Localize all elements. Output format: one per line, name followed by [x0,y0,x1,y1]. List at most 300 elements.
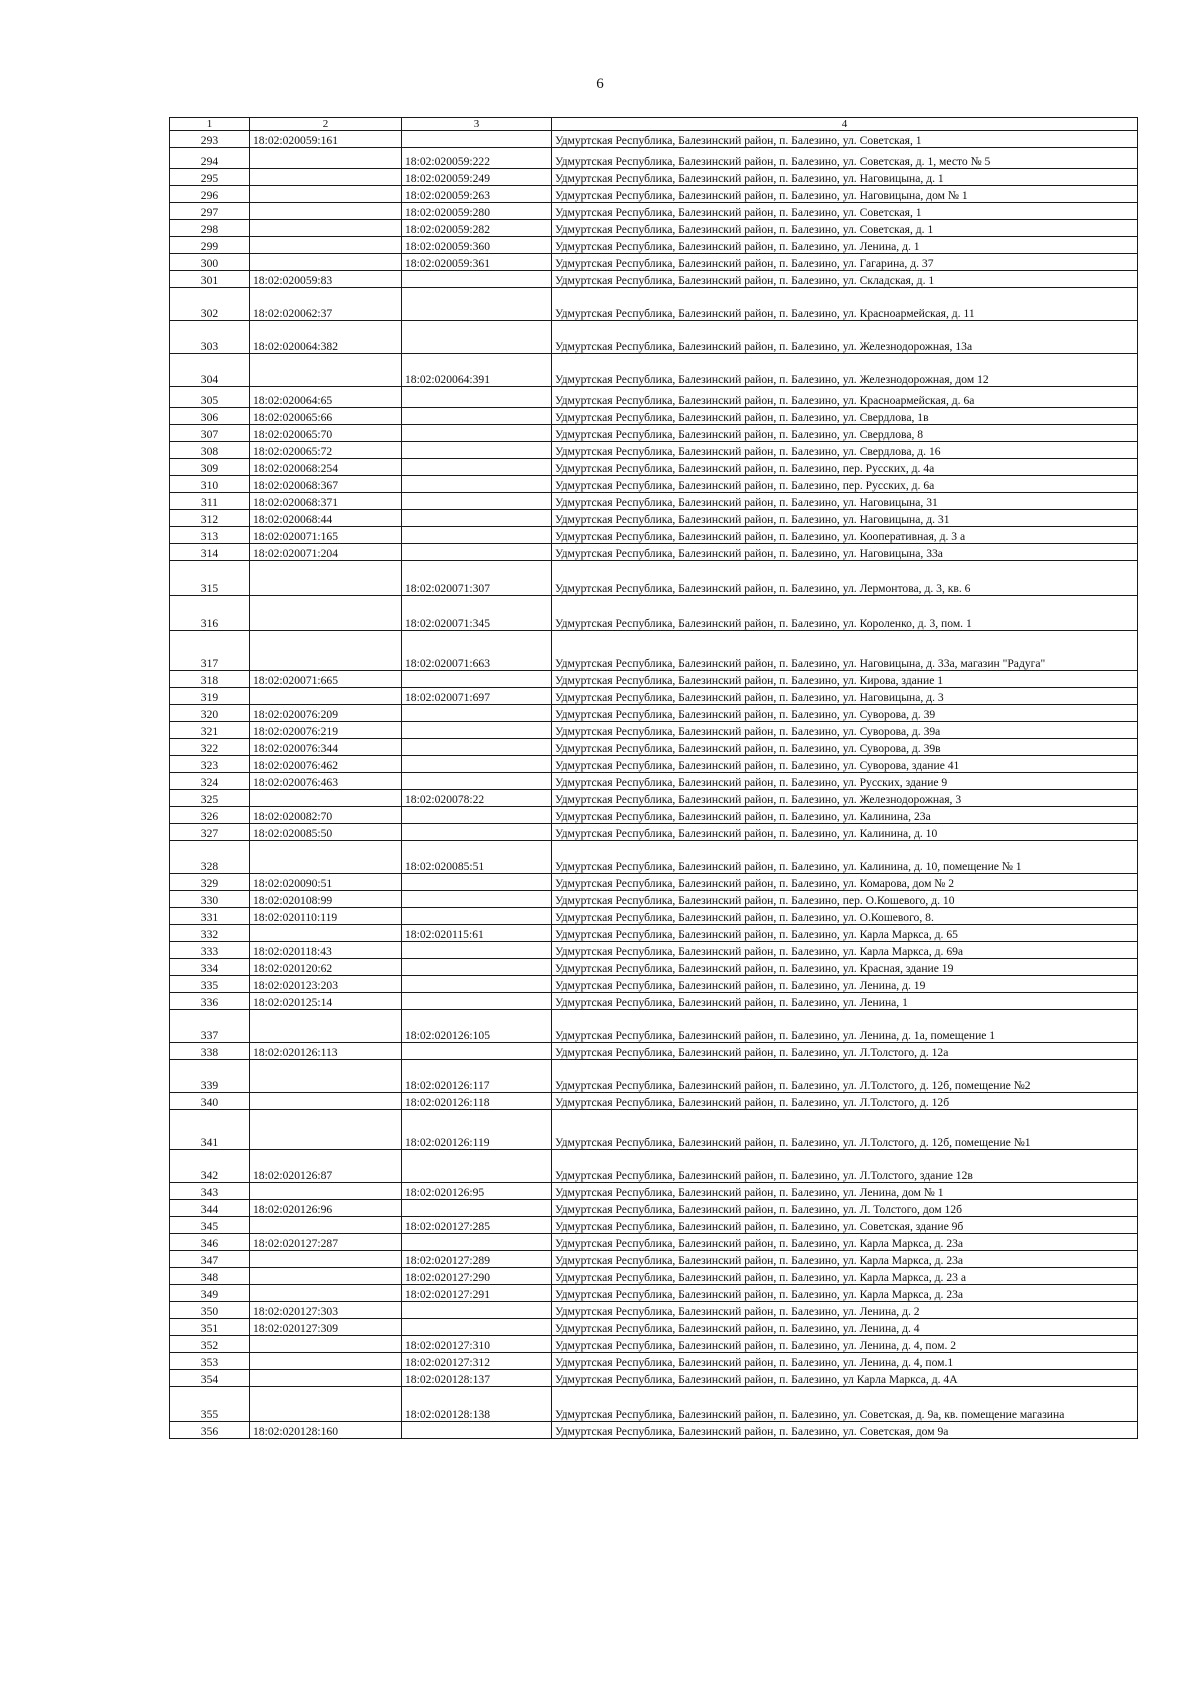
row-number: 310 [170,476,250,493]
address-cell: Удмуртская Республика, Балезинский район, п. Балезино, ул. Суворова, д. 39 [552,705,1138,722]
cadastral-number-land: 18:02:020128:160 [250,1422,402,1439]
cadastral-number-land: 18:02:020076:344 [250,739,402,756]
cadastral-number-object: 18:02:020059:280 [402,203,552,220]
row-number: 326 [170,807,250,824]
cadastral-number-object [402,1319,552,1336]
cadastral-number-object [402,476,552,493]
row-number: 315 [170,561,250,596]
address-cell: Удмуртская Республика, Балезинский район, п. Балезино, ул. Советская, д. 1, место № 5 [552,148,1138,169]
cadastral-number-land: 18:02:020065:70 [250,425,402,442]
cadastral-number-land [250,1251,402,1268]
table-row [170,186,1138,203]
cadastral-number-land [250,596,402,631]
cadastral-number-object [402,510,552,527]
table-row [170,1183,1138,1200]
table-row [170,908,1138,925]
address-cell: Удмуртская Республика, Балезинский район, п. Балезино, ул. Железнодорожная, 3 [552,790,1138,807]
row-number: 307 [170,425,250,442]
cadastral-number-object [402,807,552,824]
table-row [170,1387,1138,1422]
table-row [170,1285,1138,1302]
row-number: 299 [170,237,250,254]
table-row [170,942,1138,959]
address-cell: Удмуртская Республика, Балезинский район, п. Балезино, ул. Советская, 1 [552,131,1138,148]
row-number: 335 [170,976,250,993]
table-row [170,631,1138,671]
address-cell: Удмуртская Республика, Балезинский район, п. Балезино, ул. Наговицына, д. 33а, магазин "Радуга" [552,631,1138,671]
row-number: 325 [170,790,250,807]
cadastral-number-land: 18:02:020064:65 [250,387,402,408]
table-row [170,976,1138,993]
address-cell: Удмуртская Республика, Балезинский район, п. Балезино, ул. Наговицына, д. 3 [552,688,1138,705]
address-cell: Удмуртская Республика, Балезинский район, п. Балезино, ул. Л.Толстого, д. 12б [552,1093,1138,1110]
row-number: 321 [170,722,250,739]
address-cell: Удмуртская Республика, Балезинский район, п. Балезино, ул. Советская, д. 9а, кв. помещение магазина [552,1387,1138,1422]
cadastral-number-land: 18:02:020085:50 [250,824,402,841]
address-cell: Удмуртская Республика, Балезинский район, п. Балезино, ул. Ленина, 1 [552,993,1138,1010]
address-cell: Удмуртская Республика, Балезинский район, п. Балезино, ул. Карла Маркса, д. 65 [552,925,1138,942]
cadastral-number-land [250,688,402,705]
row-number: 295 [170,169,250,186]
cadastral-number-land [250,1093,402,1110]
cadastral-number-land [250,1217,402,1234]
cadastral-number-land [250,148,402,169]
cadastral-number-object [402,739,552,756]
cadastral-number-object [402,493,552,510]
column-header-3: 3 [402,118,552,131]
table-row [170,1060,1138,1093]
row-number: 306 [170,408,250,425]
address-cell: Удмуртская Республика, Балезинский район, п. Балезино, ул. Ленина, д. 1 [552,237,1138,254]
cadastral-number-object [402,891,552,908]
table-row [170,169,1138,186]
row-number: 338 [170,1043,250,1060]
row-number: 312 [170,510,250,527]
cadastral-number-object [402,544,552,561]
address-cell: Удмуртская Республика, Балезинский район, п. Балезино, ул. Наговицына, д. 31 [552,510,1138,527]
cadastral-number-land: 18:02:020076:219 [250,722,402,739]
cadastral-number-object [402,425,552,442]
row-number: 336 [170,993,250,1010]
address-cell: Удмуртская Республика, Балезинский район, п. Балезино, ул. Советская, дом 9а [552,1422,1138,1439]
row-number: 324 [170,773,250,790]
address-cell: Удмуртская Республика, Балезинский район, п. Балезино, ул. Ленина, д. 4, пом. 2 [552,1336,1138,1353]
row-number: 297 [170,203,250,220]
cadastral-number-object [402,459,552,476]
row-number: 355 [170,1387,250,1422]
cadastral-number-object [402,756,552,773]
row-number: 333 [170,942,250,959]
row-number: 330 [170,891,250,908]
row-number: 313 [170,527,250,544]
row-number: 293 [170,131,250,148]
cadastral-number-land: 18:02:020068:254 [250,459,402,476]
cadastral-number-object: 18:02:020126:95 [402,1183,552,1200]
table-row [170,271,1138,288]
row-number: 303 [170,321,250,354]
table-row [170,807,1138,824]
cadastral-number-land [250,220,402,237]
cadastral-number-object: 18:02:020064:391 [402,354,552,387]
row-number: 343 [170,1183,250,1200]
address-cell: Удмуртская Республика, Балезинский район, п. Балезино, ул. Карла Маркса, д. 23а [552,1234,1138,1251]
cadastral-number-object [402,959,552,976]
cadastral-number-object [402,908,552,925]
address-cell: Удмуртская Республика, Балезинский район, п. Балезино, ул. Ленина, д. 4 [552,1319,1138,1336]
cadastral-number-land [250,1387,402,1422]
table-row [170,442,1138,459]
table-row [170,790,1138,807]
table-row [170,408,1138,425]
column-header-2: 2 [250,118,402,131]
page-number: 6 [596,76,604,92]
cadastral-number-object [402,1043,552,1060]
address-cell: Удмуртская Республика, Балезинский район, п. Балезино, ул. Советская, 1 [552,203,1138,220]
cadastral-number-object [402,942,552,959]
address-cell: Удмуртская Республика, Балезинский район, п. Балезино, ул. Карла Маркса, д. 23 а [552,1268,1138,1285]
table-row [170,1043,1138,1060]
cadastral-number-object: 18:02:020127:312 [402,1353,552,1370]
table-row [170,321,1138,354]
cadastral-number-land [250,203,402,220]
cadastral-number-object: 18:02:020059:222 [402,148,552,169]
row-number: 319 [170,688,250,705]
cadastral-number-land [250,1370,402,1387]
address-cell: Удмуртская Республика, Балезинский район, п. Балезино, ул. Карла Маркса, д. 69а [552,942,1138,959]
cadastral-number-land: 18:02:020071:204 [250,544,402,561]
address-cell: Удмуртская Республика, Балезинский район, п. Балезино, ул. Наговицына, 33а [552,544,1138,561]
cadastral-number-land: 18:02:020068:371 [250,493,402,510]
row-number: 318 [170,671,250,688]
table-row [170,671,1138,688]
cadastral-number-object: 18:02:020126:118 [402,1093,552,1110]
column-header-4: 4 [552,118,1138,131]
cadastral-number-object [402,408,552,425]
row-number: 311 [170,493,250,510]
address-cell: Удмуртская Республика, Балезинский район, п. Балезино, ул. Суворова, д. 39в [552,739,1138,756]
cadastral-number-land: 18:02:020076:209 [250,705,402,722]
row-number: 298 [170,220,250,237]
cadastral-number-object: 18:02:020085:51 [402,841,552,874]
address-cell: Удмуртская Республика, Балезинский район, п. Балезино, ул. Свердлова, 8 [552,425,1138,442]
row-number: 351 [170,1319,250,1336]
table-row [170,1319,1138,1336]
cadastral-number-object [402,387,552,408]
cadastral-number-object [402,1234,552,1251]
table-row [170,459,1138,476]
cadastral-number-land [250,631,402,671]
cadastral-number-object: 18:02:020059:361 [402,254,552,271]
row-number: 342 [170,1150,250,1183]
cadastral-number-land [250,1268,402,1285]
address-cell: Удмуртская Республика, Балезинский район, п. Балезино, ул. Русских, здание 9 [552,773,1138,790]
row-number: 350 [170,1302,250,1319]
table-row [170,237,1138,254]
address-cell: Удмуртская Республика, Балезинский район, п. Балезино, ул. Наговицына, дом № 1 [552,186,1138,203]
cadastral-number-land: 18:02:020126:87 [250,1150,402,1183]
cadastral-number-land: 18:02:020123:203 [250,976,402,993]
cadastral-number-object: 18:02:020078:22 [402,790,552,807]
cadastral-number-object [402,671,552,688]
cadastral-number-object [402,527,552,544]
address-cell: Удмуртская Республика, Балезинский район, п. Балезино, ул. Ленина, д. 1а, помещение 1 [552,1010,1138,1043]
cadastral-number-object: 18:02:020127:290 [402,1268,552,1285]
table-row [170,425,1138,442]
table-row [170,1093,1138,1110]
row-number: 301 [170,271,250,288]
address-cell: Удмуртская Республика, Балезинский район, п. Балезино, пер. О.Кошевого, д. 10 [552,891,1138,908]
cadastral-number-object: 18:02:020128:138 [402,1387,552,1422]
cadastral-number-object: 18:02:020059:360 [402,237,552,254]
table-row [170,544,1138,561]
address-cell: Удмуртская Республика, Балезинский район, п. Балезино, ул. Ленина, дом № 1 [552,1183,1138,1200]
cadastral-number-object [402,824,552,841]
table-row [170,220,1138,237]
column-header-1: 1 [170,118,250,131]
cadastral-number-land: 18:02:020120:62 [250,959,402,976]
table-header-row [170,118,1138,131]
cadastral-number-land: 18:02:020108:99 [250,891,402,908]
cadastral-number-land: 18:02:020126:113 [250,1043,402,1060]
table-row [170,925,1138,942]
address-cell: Удмуртская Республика, Балезинский район, п. Балезино, ул. Калинина, 23а [552,807,1138,824]
table-row [170,354,1138,387]
address-cell: Удмуртская Республика, Балезинский район, п. Балезино, пер. Русских, д. 4а [552,459,1138,476]
cadastral-number-land: 18:02:020127:309 [250,1319,402,1336]
address-cell: Удмуртская Республика, Балезинский район, п. Балезино, ул. Гагарина, д. 37 [552,254,1138,271]
table-row [170,148,1138,169]
row-number: 302 [170,288,250,321]
table-row [170,1336,1138,1353]
address-cell: Удмуртская Республика, Балезинский район, п. Балезино, ул. Ленина, д. 2 [552,1302,1138,1319]
address-cell: Удмуртская Республика, Балезинский район, п. Балезино, ул. Наговицына, 31 [552,493,1138,510]
address-cell: Удмуртская Республика, Балезинский район, п. Балезино, ул. Суворова, здание 41 [552,756,1138,773]
row-number: 353 [170,1353,250,1370]
row-number: 352 [170,1336,250,1353]
address-cell: Удмуртская Республика, Балезинский район, п. Балезино, ул. Железнодорожная, 13а [552,321,1138,354]
cadastral-number-object [402,288,552,321]
cadastral-number-land [250,790,402,807]
cadastral-number-land: 18:02:020076:463 [250,773,402,790]
table-row [170,476,1138,493]
cadastral-number-object: 18:02:020127:289 [402,1251,552,1268]
table-row [170,773,1138,790]
cadastral-number-object [402,874,552,891]
cadastral-number-land: 18:02:020059:83 [250,271,402,288]
cadastral-number-land [250,1336,402,1353]
cadastral-number-object [402,1150,552,1183]
row-number: 346 [170,1234,250,1251]
cadastral-number-land: 18:02:020090:51 [250,874,402,891]
cadastral-number-object [402,321,552,354]
cadastral-number-object: 18:02:020071:307 [402,561,552,596]
address-cell: Удмуртская Республика, Балезинский район, п. Балезино, пер. Русских, д. 6а [552,476,1138,493]
table-row [170,739,1138,756]
cadastral-number-object: 18:02:020126:119 [402,1110,552,1150]
cadastral-number-land: 18:02:020071:165 [250,527,402,544]
row-number: 317 [170,631,250,671]
address-cell: Удмуртская Республика, Балезинский район, п. Балезино, ул. Кирова, здание 1 [552,671,1138,688]
cadastral-number-object [402,131,552,148]
cadastral-number-land [250,254,402,271]
row-number: 341 [170,1110,250,1150]
row-number: 314 [170,544,250,561]
table-row [170,1217,1138,1234]
row-number: 349 [170,1285,250,1302]
cadastral-number-object: 18:02:020059:249 [402,169,552,186]
row-number: 354 [170,1370,250,1387]
table-row [170,874,1138,891]
cadastral-number-land: 18:02:020065:66 [250,408,402,425]
cadastral-number-object [402,976,552,993]
cadastral-number-object [402,722,552,739]
table-row [170,1370,1138,1387]
cadastral-number-object: 18:02:020127:285 [402,1217,552,1234]
cadastral-number-object [402,271,552,288]
table-row [170,959,1138,976]
cadastral-number-land: 18:02:020065:72 [250,442,402,459]
row-number: 296 [170,186,250,203]
address-cell: Удмуртская Республика, Балезинский район, п. Балезино, ул. О.Кошевого, 8. [552,908,1138,925]
table-row [170,288,1138,321]
address-cell: Удмуртская Республика, Балезинский район, п. Балезино, ул. Свердлова, 1в [552,408,1138,425]
cadastral-number-object: 18:02:020059:282 [402,220,552,237]
cadastral-number-object: 18:02:020071:663 [402,631,552,671]
address-cell: Удмуртская Республика, Балезинский район, п. Балезино, ул. Л.Толстого, д. 12б, помещение №1 [552,1110,1138,1150]
cadastral-number-land [250,237,402,254]
address-cell: Удмуртская Республика, Балезинский район, п. Балезино, ул. Красноармейская, д. 11 [552,288,1138,321]
address-cell: Удмуртская Республика, Балезинский район, п. Балезино, ул. Советская, здание 9б [552,1217,1138,1234]
address-cell: Удмуртская Республика, Балезинский район, п. Балезино, ул. Красноармейская, д. 6а [552,387,1138,408]
table-row [170,824,1138,841]
address-cell: Удмуртская Республика, Балезинский район, п. Балезино, ул. Суворова, д. 39а [552,722,1138,739]
address-cell: Удмуртская Республика, Балезинский район, п. Балезино, ул. Кооперативная, д. 3 а [552,527,1138,544]
address-cell: Удмуртская Республика, Балезинский район, п. Балезино, ул. Л. Толстого, дом 12б [552,1200,1138,1217]
cadastral-number-object [402,993,552,1010]
row-number: 323 [170,756,250,773]
address-cell: Удмуртская Республика, Балезинский район, п. Балезино, ул. Калинина, д. 10, помещение № 1 [552,841,1138,874]
row-number: 320 [170,705,250,722]
address-cell: Удмуртская Республика, Балезинский район, п. Балезино, ул. Карла Маркса, д. 23а [552,1251,1138,1268]
cadastral-number-land [250,1110,402,1150]
row-number: 322 [170,739,250,756]
cadastral-number-land [250,1353,402,1370]
cadastral-number-object: 18:02:020071:697 [402,688,552,705]
cadastral-number-land: 18:02:020127:303 [250,1302,402,1319]
table-row [170,993,1138,1010]
table-row [170,1150,1138,1183]
row-number: 356 [170,1422,250,1439]
table-row [170,688,1138,705]
table-row [170,527,1138,544]
cadastral-number-object [402,1422,552,1439]
table-row [170,705,1138,722]
cadastral-number-object: 18:02:020071:345 [402,596,552,631]
cadastral-number-land: 18:02:020068:44 [250,510,402,527]
cadastral-number-land: 18:02:020064:382 [250,321,402,354]
address-cell: Удмуртская Республика, Балезинский район, п. Балезино, ул. Л.Толстого, д. 12б, помещение №2 [552,1060,1138,1093]
table-row [170,1353,1138,1370]
cadastral-number-object: 18:02:020059:263 [402,186,552,203]
table-row [170,1251,1138,1268]
row-number: 304 [170,354,250,387]
cadastral-number-land [250,561,402,596]
table-row [170,493,1138,510]
cadastral-number-object: 18:02:020127:291 [402,1285,552,1302]
address-cell: Удмуртская Республика, Балезинский район, п. Балезино, ул. Л.Толстого, д. 12а [552,1043,1138,1060]
address-cell: Удмуртская Республика, Балезинский район, п. Балезино, ул. Комарова, дом № 2 [552,874,1138,891]
row-number: 340 [170,1093,250,1110]
row-number: 337 [170,1010,250,1043]
table-row [170,131,1138,148]
row-number: 316 [170,596,250,631]
address-cell: Удмуртская Республика, Балезинский район, п. Балезино, ул. Советская, д. 1 [552,220,1138,237]
cadastral-number-land [250,354,402,387]
table-row [170,1302,1138,1319]
cadastral-number-land: 18:02:020082:70 [250,807,402,824]
table-row [170,1110,1138,1150]
cadastral-number-object: 18:02:020127:310 [402,1336,552,1353]
row-number: 334 [170,959,250,976]
row-number: 308 [170,442,250,459]
table-row [170,1268,1138,1285]
address-cell: Удмуртская Республика, Балезинский район, п. Балезино, ул. Карла Маркса, д. 23а [552,1285,1138,1302]
cadastral-number-land [250,169,402,186]
table-row [170,722,1138,739]
cadastral-number-land [250,1183,402,1200]
table-row [170,841,1138,874]
cadastral-number-land: 18:02:020068:367 [250,476,402,493]
row-number: 331 [170,908,250,925]
address-cell: Удмуртская Республика, Балезинский район, п. Балезино, ул. Железнодорожная, дом 12 [552,354,1138,387]
table-row [170,1234,1138,1251]
row-number: 300 [170,254,250,271]
cadastral-number-land: 18:02:020071:665 [250,671,402,688]
table-row [170,254,1138,271]
row-number: 347 [170,1251,250,1268]
cadastral-number-land [250,1010,402,1043]
address-cell: Удмуртская Республика, Балезинский район, п. Балезино, ул. Короленко, д. 3, пом. 1 [552,596,1138,631]
row-number: 305 [170,387,250,408]
table-row [170,596,1138,631]
address-cell: Удмуртская Республика, Балезинский район, п. Балезино, ул. Ленина, д. 4, пом.1 [552,1353,1138,1370]
cadastral-number-land [250,841,402,874]
row-number: 329 [170,874,250,891]
address-cell: Удмуртская Республика, Балезинский район, п. Балезино, ул. Лермонтова, д. 3, кв. 6 [552,561,1138,596]
cadastral-number-object [402,1200,552,1217]
property-table [169,117,1138,1439]
address-cell: Удмуртская Республика, Балезинский район, п. Балезино, ул. Наговицына, д. 1 [552,169,1138,186]
row-number: 327 [170,824,250,841]
cadastral-number-object [402,442,552,459]
address-cell: Удмуртская Республика, Балезинский район, п. Балезино, ул. Свердлова, д. 16 [552,442,1138,459]
cadastral-number-object [402,1302,552,1319]
cadastral-number-land [250,186,402,203]
address-cell: Удмуртская Республика, Балезинский район, п. Балезино, ул. Складская, д. 1 [552,271,1138,288]
cadastral-number-object: 18:02:020126:117 [402,1060,552,1093]
cadastral-number-land: 18:02:020126:96 [250,1200,402,1217]
table-row [170,1200,1138,1217]
cadastral-number-land: 18:02:020127:287 [250,1234,402,1251]
row-number: 344 [170,1200,250,1217]
row-number: 309 [170,459,250,476]
table-row [170,756,1138,773]
cadastral-number-land [250,1285,402,1302]
table-row [170,891,1138,908]
cadastral-number-land [250,1060,402,1093]
cadastral-number-object [402,773,552,790]
cadastral-number-land: 18:02:020076:462 [250,756,402,773]
